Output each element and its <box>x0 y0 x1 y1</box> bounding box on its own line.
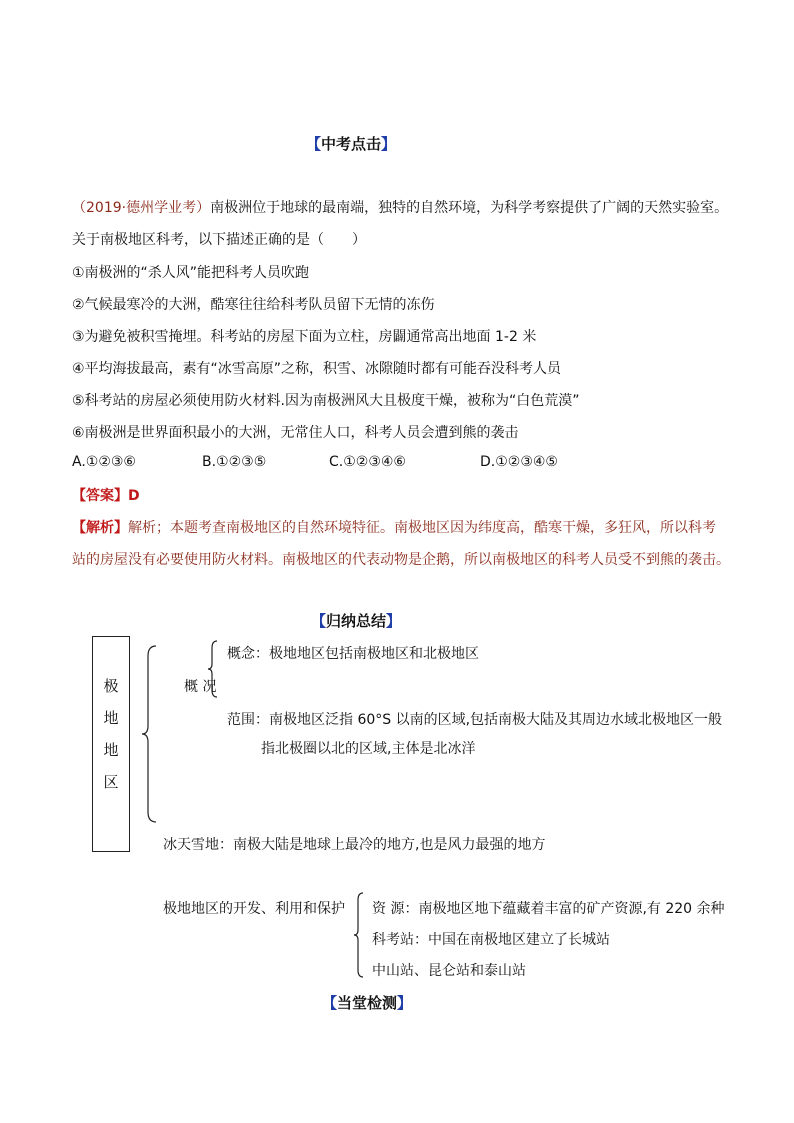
test-heading <box>322 992 412 1013</box>
box-char-2: 地 <box>103 709 119 727</box>
question-stem-line-2: 关于南极地区科考，以下描述正确的是（ ） <box>72 232 366 248</box>
development-label: 极地地区的开发、利用和保护 <box>163 901 345 917</box>
heading-text: 归纳总结 <box>326 612 387 630</box>
heading-bracket-left: 【 <box>322 994 338 1012</box>
scope-text-2: 指北极圈以北的区域,主体是北冰洋 <box>261 741 476 757</box>
station-text-1: 科考站：中国在南极地区建立了长城站 <box>372 932 610 948</box>
statement-6: ⑥南极洲是世界面积最小的大洲，无常住人口，科考人员会遭到熊的袭击 <box>72 425 519 441</box>
answer-label: 【答案】 <box>72 488 128 504</box>
box-char-3: 地 <box>103 741 119 759</box>
question-stem-line-1 <box>72 197 728 217</box>
analysis-line-2: 站的房屋没有必要使用防火材料。南极地区的代表动物是企鹅，所以南极地区的科考人员受不到熊的袭击。 <box>72 552 730 568</box>
zhongkao-heading <box>306 133 396 154</box>
statement-1: ①南极洲的“杀人风”能把科考人员吹跑 <box>72 265 310 281</box>
heading-text: 当堂检测 <box>337 994 398 1012</box>
summary-heading <box>311 610 401 631</box>
main-brace <box>140 644 160 824</box>
heading-bracket-right: 】 <box>386 612 402 630</box>
box-char-1: 极 <box>103 677 119 695</box>
heading-text: 中考点击 <box>321 135 382 153</box>
option-b: B.①②③⑤ <box>202 454 267 470</box>
heading-bracket-right: 】 <box>381 135 397 153</box>
box-char-4: 区 <box>103 773 119 791</box>
development-brace <box>352 892 366 978</box>
answer-line <box>72 485 140 505</box>
statement-5: ⑤科考站的房屋必须使用防火材料.因为南极洲风大且极度干燥，被称为“白色荒漠” <box>72 393 580 409</box>
option-c: C.①②③④⑥ <box>329 454 406 470</box>
heading-bracket-right: 】 <box>397 994 413 1012</box>
polar-region-box <box>92 636 130 852</box>
answer-value: D <box>128 488 140 504</box>
question-stem: 南极洲位于地球的最南端，独特的自然环境，为科学考察提供了广阔的天然实验室。 <box>210 200 729 216</box>
resources-text: 资 源：南极地区地下蕴藏着丰富的矿产资源,有 220 余种 <box>372 901 725 917</box>
option-a: A.①②③⑥ <box>72 454 136 470</box>
statement-3: ③为避免被积雪掩埋。科考站的房屋下面为立柱，房闢通常高出地面 1-2 米 <box>72 329 537 345</box>
analysis-text-1: 解析；本题考查南极地区的自然环境特征。南极地区因为纬度高，酷寒干燥，多狂风，所以科考 <box>128 520 716 536</box>
ice-world-text: 冰天雪地：南极大陆是地球上最冷的地方,也是风力最强的地方 <box>163 837 546 853</box>
heading-bracket-left: 【 <box>306 135 322 153</box>
question-source: （2019·德州学业考） <box>72 200 211 216</box>
heading-bracket-left: 【 <box>311 612 327 630</box>
concept-text: 概念：极地地区包括南极地区和北极地区 <box>227 646 479 662</box>
statement-4: ④平均海拔最高，素有“冰雪高原”之称，积雪、冰隙随时都有可能吞没科考人员 <box>72 361 562 377</box>
option-d: D.①②③④⑤ <box>480 454 558 470</box>
analysis-label: 【解析】 <box>72 520 128 536</box>
statement-2: ②气候最寒冷的大洲，酷寒往往给科考队员留下无情的冻伤 <box>72 297 435 313</box>
scope-text-1: 范围：南极地区泛指 60°S 以南的区域,包括南极大陆及其周边水域北极地区一般 <box>227 712 723 728</box>
station-text-2: 中山站、昆仑站和泰山站 <box>372 963 526 979</box>
analysis-line-1 <box>72 517 716 537</box>
overview-label: 概 况 <box>184 679 217 695</box>
